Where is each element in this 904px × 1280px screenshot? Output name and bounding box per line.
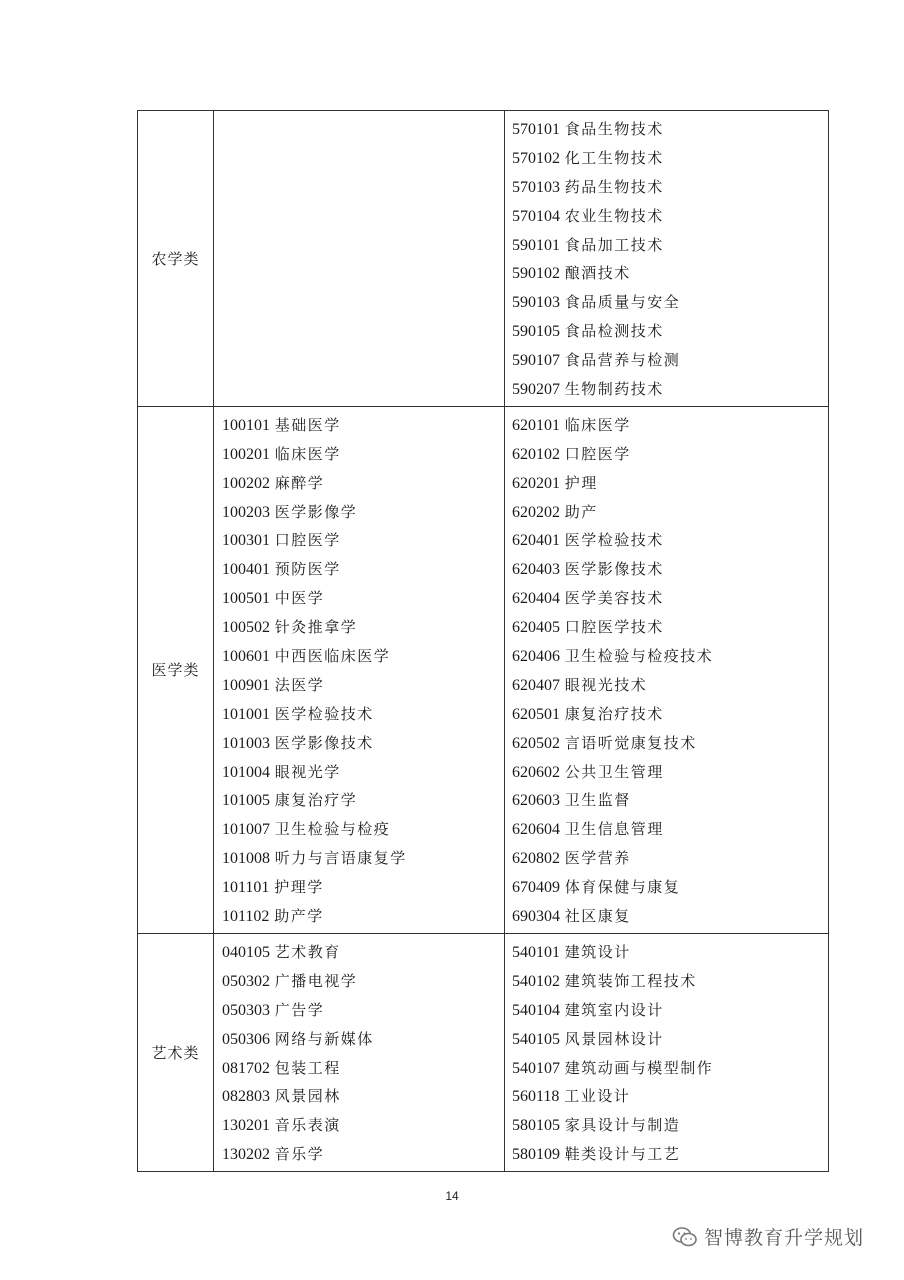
major-name: 护理 <box>564 473 598 492</box>
major-code: 101001 <box>222 705 270 723</box>
list-item <box>505 996 828 1025</box>
major-table <box>137 110 829 1172</box>
list-item <box>505 317 828 346</box>
list-item <box>214 967 504 996</box>
category-cell: 艺术类 <box>138 933 214 1171</box>
list-item <box>505 700 828 729</box>
vocational-major-list <box>505 111 828 406</box>
major-code: 540101 <box>512 943 560 961</box>
list-item <box>505 613 828 642</box>
major-code: 580109 <box>512 1146 560 1164</box>
list-item <box>505 469 828 498</box>
undergrad-major-list <box>214 407 504 933</box>
major-name: 食品生物技术 <box>564 120 664 138</box>
list-item <box>214 526 504 555</box>
category-cell: 农学类 <box>138 111 214 407</box>
major-name: 卫生信息管理 <box>564 820 664 839</box>
major-code: 100501 <box>222 590 270 608</box>
major-code: 050303 <box>222 1001 270 1019</box>
list-item <box>214 1054 504 1083</box>
list-item <box>505 231 828 260</box>
major-code: 540102 <box>512 972 560 990</box>
major-name: 眼视光学 <box>274 762 341 781</box>
major-code: 050306 <box>222 1030 270 1048</box>
major-name: 医学营养 <box>564 849 631 868</box>
major-name: 麻醉学 <box>274 473 325 492</box>
major-name: 预防医学 <box>274 560 341 579</box>
major-name: 建筑动画与模型制作 <box>564 1058 714 1077</box>
vocational-major-list <box>505 407 828 933</box>
major-name: 广播电视学 <box>274 971 358 990</box>
major-code: 101102 <box>222 908 270 926</box>
list-item <box>214 671 504 700</box>
list-item <box>505 671 828 700</box>
list-item <box>505 411 828 440</box>
list-item <box>505 144 828 173</box>
major-name: 医学检验技术 <box>274 704 374 723</box>
list-item <box>505 938 828 967</box>
major-name: 听力与言语康复学 <box>274 849 407 868</box>
major-name: 护理学 <box>274 878 324 897</box>
major-code: 590207 <box>512 381 560 399</box>
major-name: 食品检测技术 <box>564 322 664 341</box>
major-name: 助产学 <box>274 907 324 926</box>
major-name: 康复治疗技术 <box>564 704 664 723</box>
list-item <box>505 526 828 555</box>
undergrad-majors-cell <box>214 406 505 933</box>
list-item <box>214 815 504 844</box>
list-item <box>505 1140 828 1169</box>
major-code: 101005 <box>222 792 270 810</box>
major-name: 工业设计 <box>564 1087 631 1106</box>
major-code: 100502 <box>222 619 270 637</box>
table-row <box>138 406 829 933</box>
list-item <box>214 1111 504 1140</box>
major-code: 620501 <box>512 705 560 723</box>
major-code: 620404 <box>512 590 560 608</box>
major-name: 卫生检验与检疫 <box>274 820 391 839</box>
major-code: 040105 <box>222 943 270 961</box>
major-code: 101003 <box>222 734 270 752</box>
list-item <box>505 440 828 469</box>
table-row <box>138 933 829 1171</box>
major-name: 卫生检验与检疫技术 <box>564 647 714 666</box>
list-item <box>214 440 504 469</box>
major-name: 生物制药技术 <box>564 380 664 399</box>
vocational-majors-cell <box>505 933 829 1171</box>
list-item <box>505 844 828 873</box>
major-name: 风景园林设计 <box>564 1029 664 1048</box>
wechat-icon <box>672 1226 698 1248</box>
major-code: 620102 <box>512 445 560 463</box>
major-code: 620602 <box>512 763 560 781</box>
list-item <box>214 584 504 613</box>
major-name: 网络与新媒体 <box>274 1029 374 1048</box>
table-row <box>138 111 829 407</box>
major-code: 540104 <box>512 1001 560 1019</box>
list-item <box>505 758 828 787</box>
list-item <box>214 873 504 902</box>
major-code: 081702 <box>222 1059 270 1077</box>
vocational-majors-cell <box>505 111 829 407</box>
major-name: 家具设计与制造 <box>564 1116 681 1135</box>
major-name: 口腔医学技术 <box>564 618 664 637</box>
major-code: 570101 <box>512 121 560 138</box>
major-code: 620502 <box>512 734 560 752</box>
major-name: 口腔医学 <box>274 531 341 550</box>
list-item <box>505 902 828 931</box>
list-item <box>505 786 828 815</box>
major-code: 100202 <box>222 474 270 492</box>
major-code: 540107 <box>512 1059 560 1077</box>
major-name: 社区康复 <box>564 907 631 926</box>
major-code: 560118 <box>512 1088 560 1106</box>
major-code: 580105 <box>512 1117 560 1135</box>
undergrad-major-list <box>214 934 504 1171</box>
major-name: 风景园林 <box>274 1087 341 1106</box>
major-name: 药品生物技术 <box>564 177 664 196</box>
major-name: 助产 <box>564 502 598 521</box>
major-name: 食品加工技术 <box>564 235 664 254</box>
major-name: 体育保健与康复 <box>564 878 681 897</box>
list-item <box>214 844 504 873</box>
major-code: 620101 <box>512 416 560 434</box>
major-name: 口腔医学 <box>564 444 631 463</box>
major-name: 公共卫生管理 <box>564 762 664 781</box>
major-name: 音乐学 <box>274 1145 325 1164</box>
major-code: 570104 <box>512 207 560 225</box>
category-cell: 医学类 <box>138 406 214 933</box>
list-item <box>214 1140 504 1169</box>
list-item <box>505 1054 828 1083</box>
undergrad-majors-cell <box>214 111 505 407</box>
major-name: 建筑室内设计 <box>564 1000 664 1019</box>
major-code: 590103 <box>512 294 560 312</box>
major-code: 670409 <box>512 879 560 897</box>
major-code: 100203 <box>222 503 270 521</box>
major-code: 130201 <box>222 1117 270 1135</box>
list-item <box>214 729 504 758</box>
major-code: 590102 <box>512 265 560 283</box>
major-name: 农业生物技术 <box>564 206 664 225</box>
major-name: 建筑设计 <box>564 942 631 961</box>
major-name: 临床医学 <box>564 415 631 434</box>
major-code: 620406 <box>512 648 560 666</box>
major-name: 食品质量与安全 <box>564 293 681 312</box>
major-code: 100901 <box>222 676 270 694</box>
list-item <box>214 411 504 440</box>
major-code: 620403 <box>512 561 560 579</box>
list-item <box>505 555 828 584</box>
major-code: 620604 <box>512 821 560 839</box>
major-code: 100201 <box>222 445 270 463</box>
major-code: 620405 <box>512 619 560 637</box>
major-name: 食品营养与检测 <box>564 351 681 370</box>
list-item <box>505 375 828 404</box>
major-code: 620202 <box>512 503 560 521</box>
list-item <box>505 259 828 288</box>
list-item <box>214 642 504 671</box>
list-item <box>214 700 504 729</box>
major-code: 540105 <box>512 1030 560 1048</box>
major-code: 130202 <box>222 1146 270 1164</box>
major-code: 620802 <box>512 850 560 868</box>
list-item <box>214 902 504 931</box>
major-name: 医学影像学 <box>274 502 358 521</box>
major-name: 广告学 <box>274 1000 325 1019</box>
undergrad-majors-cell <box>214 933 505 1171</box>
list-item <box>214 758 504 787</box>
major-code: 590105 <box>512 323 560 341</box>
list-item <box>505 1025 828 1054</box>
major-name: 针灸推拿学 <box>274 618 358 637</box>
watermark <box>672 1223 864 1250</box>
list-item <box>214 613 504 642</box>
list-item <box>505 202 828 231</box>
list-item <box>505 288 828 317</box>
list-item <box>214 555 504 584</box>
list-item <box>214 996 504 1025</box>
major-name: 艺术教育 <box>274 942 341 961</box>
list-item <box>505 1111 828 1140</box>
major-name: 酿酒技术 <box>564 264 631 283</box>
major-code: 620201 <box>512 474 560 492</box>
major-name: 医学影像技术 <box>274 733 374 752</box>
list-item <box>505 584 828 613</box>
major-code: 620603 <box>512 792 560 810</box>
list-item <box>505 729 828 758</box>
major-name: 医学检验技术 <box>564 531 664 550</box>
major-code: 082803 <box>222 1088 270 1106</box>
major-name: 医学影像技术 <box>564 560 664 579</box>
vocational-major-list <box>505 934 828 1171</box>
major-code: 101007 <box>222 821 270 839</box>
major-name: 医学美容技术 <box>564 589 664 608</box>
list-item <box>505 173 828 202</box>
list-item <box>505 115 828 144</box>
major-name: 言语听觉康复技术 <box>564 733 697 752</box>
major-code: 101101 <box>222 879 270 897</box>
major-name: 卫生监督 <box>564 791 631 810</box>
major-name: 建筑装饰工程技术 <box>564 971 697 990</box>
major-code: 100601 <box>222 648 270 666</box>
major-name: 化工生物技术 <box>564 148 664 167</box>
major-code: 100401 <box>222 561 270 579</box>
undergrad-major-list <box>214 111 504 117</box>
major-code: 050302 <box>222 972 270 990</box>
major-code: 101004 <box>222 763 270 781</box>
major-code: 620401 <box>512 532 560 550</box>
major-code: 570102 <box>512 149 560 167</box>
list-item <box>214 938 504 967</box>
major-code: 101008 <box>222 850 270 868</box>
list-item <box>214 469 504 498</box>
list-item <box>505 498 828 527</box>
list-item <box>505 346 828 375</box>
list-item <box>505 642 828 671</box>
major-code: 100101 <box>222 416 270 434</box>
major-code: 620407 <box>512 676 560 694</box>
list-item <box>505 873 828 902</box>
major-name: 临床医学 <box>274 444 341 463</box>
major-code: 570103 <box>512 178 560 196</box>
major-code: 100301 <box>222 532 270 550</box>
major-name: 法医学 <box>274 675 325 694</box>
list-item <box>505 815 828 844</box>
list-item <box>505 967 828 996</box>
major-name: 中西医临床医学 <box>274 647 391 666</box>
major-name: 眼视光技术 <box>564 675 648 694</box>
major-code: 590107 <box>512 352 560 370</box>
major-code: 590101 <box>512 236 560 254</box>
watermark-text: 智博教育升学规划 <box>704 1227 865 1249</box>
major-name: 康复治疗学 <box>274 791 358 810</box>
major-name: 基础医学 <box>274 415 341 434</box>
major-name: 包装工程 <box>274 1058 341 1077</box>
list-item <box>214 498 504 527</box>
list-item <box>214 1025 504 1054</box>
major-code: 690304 <box>512 908 560 926</box>
list-item <box>214 1082 504 1111</box>
page-number: 14 <box>445 1189 459 1203</box>
major-name: 鞋类设计与工艺 <box>564 1145 681 1164</box>
vocational-majors-cell <box>505 406 829 933</box>
major-name: 音乐表演 <box>274 1116 341 1135</box>
major-name: 中医学 <box>274 589 325 608</box>
list-item <box>214 786 504 815</box>
list-item <box>505 1082 828 1111</box>
